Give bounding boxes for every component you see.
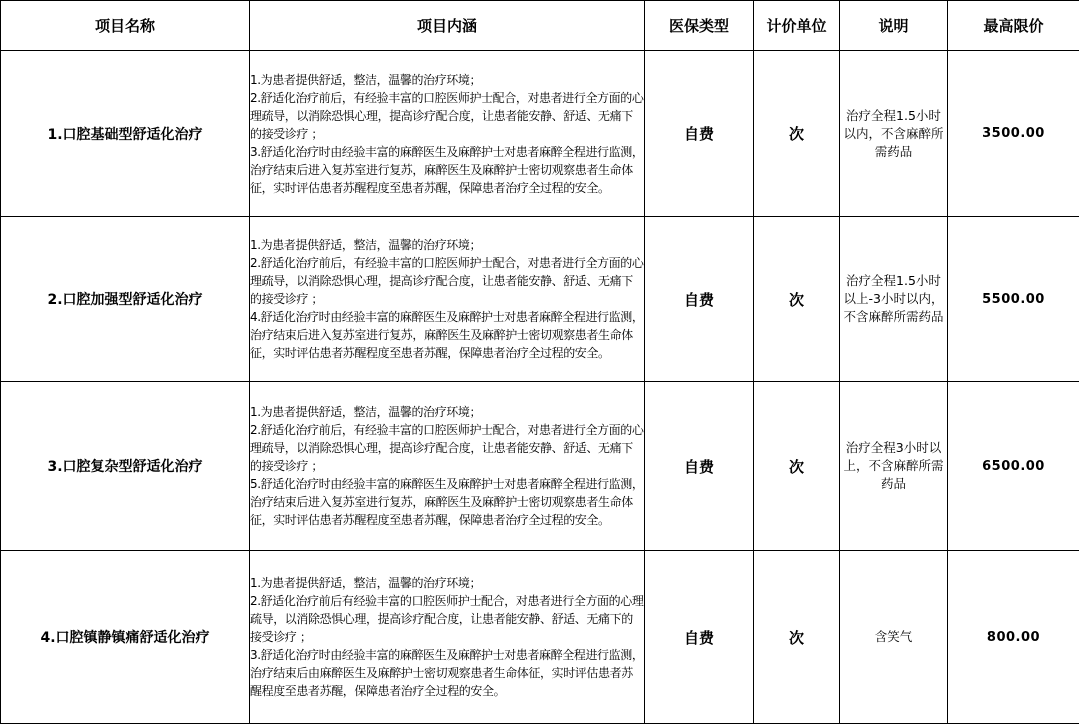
row-pricing-unit: 次 [754, 551, 840, 724]
row-project-name: 1.口腔基础型舒适化治疗 [1, 51, 250, 217]
row-max-price: 6500.00 [948, 382, 1079, 551]
table-header-row [1, 1, 1079, 51]
header-insurance-type: 医保类型 [645, 1, 754, 51]
row-project-name: 2.口腔加强型舒适化治疗 [1, 217, 250, 382]
row-description: 治疗全程3小时以上，不含麻醉所需药品 [840, 382, 948, 551]
row-pricing-unit: 次 [754, 217, 840, 382]
row-insurance-type: 自费 [645, 51, 754, 217]
header-pricing-unit: 计价单位 [754, 1, 840, 51]
header-description: 说明 [840, 1, 948, 51]
row-project-name: 3.口腔复杂型舒适化治疗 [1, 382, 250, 551]
table-row [1, 382, 1079, 551]
row-project-content: 1.为患者提供舒适，整洁，温馨的治疗环境； 2.舒适化治疗前后有经验丰富的口腔医师护士配合，对患者进行全方面的心理疏导，以消除恐惧心理，提高诊疗配合度，让患者能安静、舒适、无痛下的接受诊疗 ； 3.舒适化治疗时由经验丰富的麻醉医生及麻醉护士对患者麻醉全程进行监测，治疗结束后由麻醉医生及麻醉护士密切观察患者生命体征，实时评估患者苏醒程度至患者苏醒，保障患者治疗全过程的安全。 [250, 551, 645, 724]
row-pricing-unit: 次 [754, 51, 840, 217]
row-description: 治疗全程1.5小时以上-3小时以内，不含麻醉所需药品 [840, 217, 948, 382]
row-description: 治疗全程1.5小时以内，不含麻醉所需药品 [840, 51, 948, 217]
row-max-price: 5500.00 [948, 217, 1079, 382]
row-max-price: 800.00 [948, 551, 1079, 724]
row-insurance-type: 自费 [645, 217, 754, 382]
table-row [1, 551, 1079, 724]
header-max-price: 最高限价 [948, 1, 1079, 51]
row-insurance-type: 自费 [645, 551, 754, 724]
header-project-content: 项目内涵 [250, 1, 645, 51]
header-project-name: 项目名称 [1, 1, 250, 51]
row-max-price: 3500.00 [948, 51, 1079, 217]
row-project-content: 1.为患者提供舒适，整洁，温馨的治疗环境； 2.舒适化治疗前后，有经验丰富的口腔医师护士配合，对患者进行全方面的心理疏导，以消除恐惧心理，提高诊疗配合度，让患者能安静、舒适、无痛下的接受诊疗 ； 4.舒适化治疗时由经验丰富的麻醉医生及麻醉护士对患者麻醉全程进行监测，治疗结束后进入复苏室进行复苏，麻醉医生及麻醉护士密切观察患者生命体征，实时评估患者苏醒程度至患者苏醒，保障患者治疗全过程的安全。 [250, 217, 645, 382]
row-insurance-type: 自费 [645, 382, 754, 551]
row-project-name: 4.口腔镇静镇痛舒适化治疗 [1, 551, 250, 724]
table-row [1, 217, 1079, 382]
row-project-content: 1.为患者提供舒适，整洁，温馨的治疗环境； 2.舒适化治疗前后，有经验丰富的口腔医师护士配合，对患者进行全方面的心理疏导，以消除恐惧心理，提高诊疗配合度，让患者能安静、舒适、无痛下的接受诊疗 ； 5.舒适化治疗时由经验丰富的麻醉医生及麻醉护士对患者麻醉全程进行监测，治疗结束后进入复苏室进行复苏，麻醉医生及麻醉护士密切观察患者生命体征，实时评估患者苏醒程度至患者苏醒，保障患者治疗全过程的安全。 [250, 382, 645, 551]
row-pricing-unit: 次 [754, 382, 840, 551]
row-project-content: 1.为患者提供舒适，整洁，温馨的治疗环境； 2.舒适化治疗前后，有经验丰富的口腔医师护士配合，对患者进行全方面的心理疏导，以消除恐惧心理，提高诊疗配合度，让患者能安静、舒适、无痛下的接受诊疗 ； 3.舒适化治疗时由经验丰富的麻醉医生及麻醉护士对患者麻醉全程进行监测，治疗结束后进入复苏室进行复苏，麻醉医生及麻醉护士密切观察患者生命体征，实时评估患者苏醒程度至患者苏醒，保障患者治疗全过程的安全。 [250, 51, 645, 217]
table-row [1, 51, 1079, 217]
row-description: 含笑气 [840, 551, 948, 724]
